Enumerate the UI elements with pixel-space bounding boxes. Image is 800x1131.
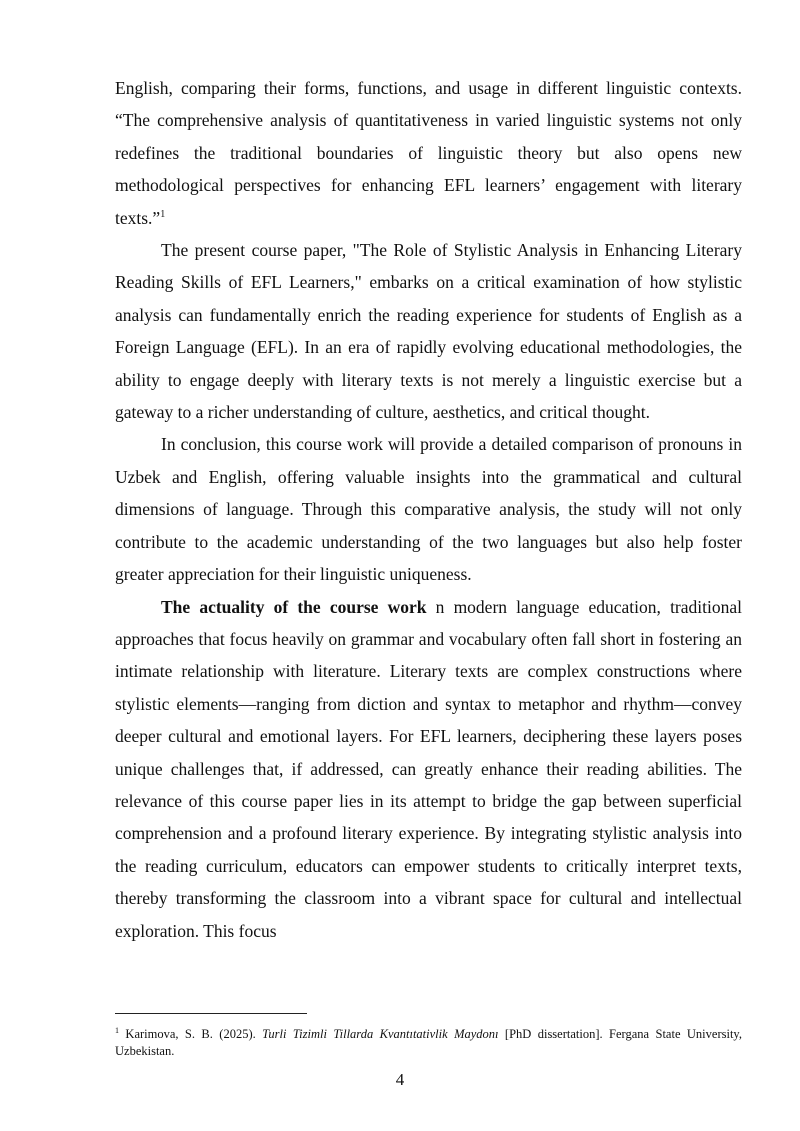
footnote-reference[interactable]: 1 [160,208,166,220]
body-text [115,72,742,947]
footnote-divider [115,1013,307,1014]
paragraph-4 [115,591,742,947]
paragraph-2: The present course paper, "The Role of Stylistic Analysis in Enhancing Literary Reading Skills of EFL Learners," embarks on a critical examination of how stylistic analysis can fundamentally enrich the reading experience for students of English as a Foreign Language (EFL). In an era of rapidly evolving educational methodologies, the ability to engage deeply with literary texts is not merely a linguistic exercise but a gateway to a richer understanding of culture, aesthetics, and critical thought. [115,240,742,423]
footnote [115,1022,742,1060]
footnote-number: 1 [115,1026,119,1035]
footnote-prefix: Karimova, S. B. (2025). [119,1027,263,1042]
footnote-title: Turli Tizimli Tillarda Kvantıtativlik Maydonı [262,1027,499,1042]
paragraph-1 [115,72,742,234]
paragraph-4-text: n modern language education, traditional approaches that focus heavily on grammar and vocabulary often fall short in fostering an intimate relationship with literature. Literary texts are complex constructions where stylistic elements—ranging from diction and syntax to metaphor and rhythm—convey deeper cultural and emotional layers. For EFL learners, deciphering these layers poses unique challenges that, if addressed, can greatly enhance their reading abilities. The relevance of this course paper lies in its attempt to bridge the gap between superficial comprehension and a profound literary experience. By integrating stylistic analysis into the reading curriculum, educators can empower students to critically interpret texts, thereby transforming the classroom into a vibrant space for cultural and intellectual exploration. This focus [115,596,742,941]
footnote-suffix: [PhD dissertation]. Fergana State University, Uzbekistan. [115,1027,742,1059]
page-number: 4 [395,1070,405,1089]
paragraph-1-text: English, comparing their forms, functions, and usage in different linguistic contexts. “The comprehensive analysis of quantitativeness in varied linguistic systems not only redefines the traditional boundaries of linguistic theory but also opens new methodological perspectives for enhancing EFL learners’ engagement with literary texts.” [115,78,742,228]
section-heading: The actuality of the course work [161,596,427,617]
paragraph-3: In conclusion, this course work will provide a detailed comparison of pronouns in Uzbek and English, offering valuable insights into the grammatical and cultural dimensions of language. Through this comparative analysis, the study will not only contribute to the academic understanding of the two languages but also help foster greater appreciation for their linguistic uniqueness. [115,434,742,585]
